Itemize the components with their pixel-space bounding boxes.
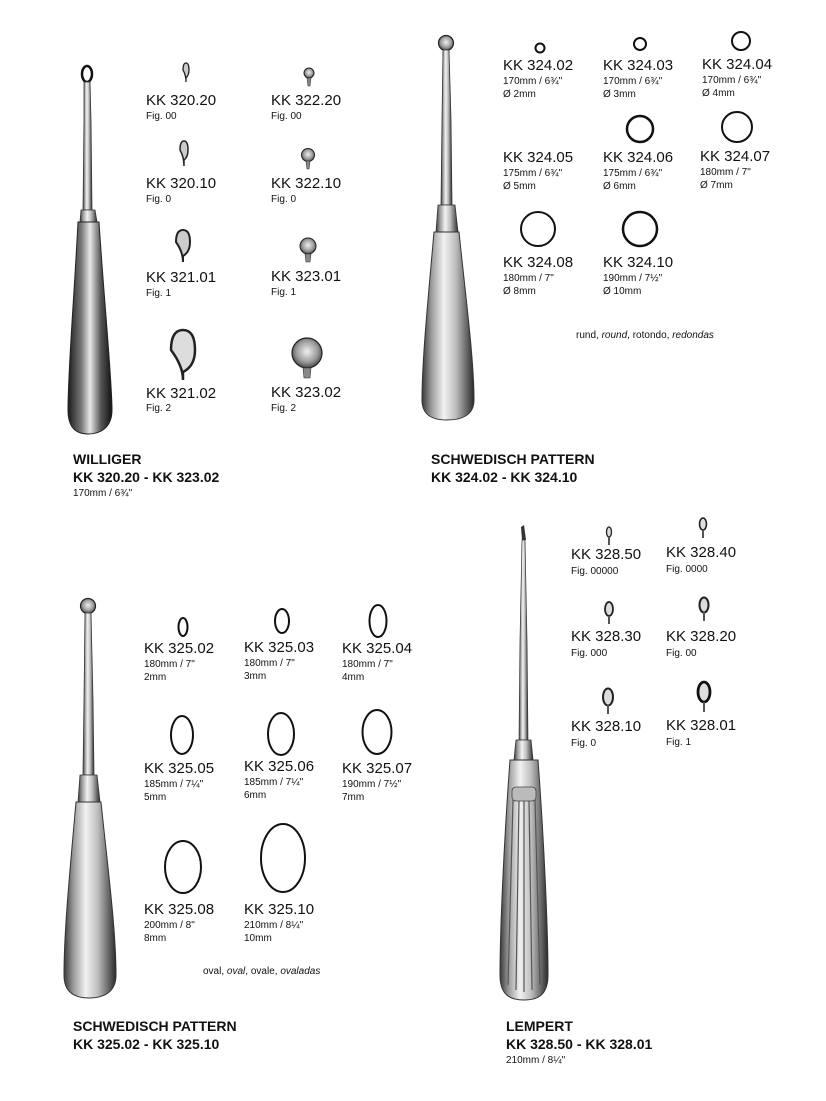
schwedisch-oval-instrument-illustration [64, 599, 116, 999]
product-size: 2mm [144, 672, 167, 683]
product-length: 180mm / 7" [144, 659, 195, 670]
shape-note: oval, oval, ovale, ovaladas [203, 966, 321, 977]
product-length: 190mm / 7½" [603, 273, 663, 284]
product-code: KK 328.20 [666, 628, 737, 645]
product-length: 185mm / 7¼" [244, 777, 304, 788]
product-length: 180mm / 7" [700, 167, 751, 178]
shape-note: rund, round, rotondo, redondas [576, 330, 714, 341]
product-code: KK 320.10 [146, 175, 217, 192]
product-length: 170mm / 6¾" [603, 76, 663, 87]
product-fig: Fig. 2 [146, 403, 172, 414]
product-size: 6mm [244, 790, 267, 801]
product-fig: Fig. 00000 [571, 566, 619, 577]
product-length: 170mm / 6¾" [702, 75, 762, 86]
section-title: WILLIGER [73, 451, 142, 467]
product-fig: Fig. 2 [271, 403, 297, 414]
section-title: SCHWEDISCH PATTERN [73, 1018, 237, 1034]
product-code: KK 328.01 [666, 717, 737, 734]
product-fig: Fig. 0 [271, 194, 297, 205]
product-code: KK 324.07 [700, 148, 771, 165]
product-size: 7mm [342, 792, 365, 803]
product-code: KK 324.05 [503, 149, 574, 166]
product-code: KK 323.01 [271, 268, 342, 285]
product-fig: Fig. 000 [571, 648, 608, 659]
product-length: 190mm / 7½" [342, 779, 402, 790]
product-fig: Fig. 0 [571, 738, 597, 749]
product-size: 8mm [144, 933, 167, 944]
product-code: KK 322.10 [271, 175, 342, 192]
product-code: KK 325.10 [244, 901, 315, 918]
product-fig: Fig. 0000 [666, 564, 708, 575]
product-code: KK 325.08 [144, 901, 215, 918]
product-code: KK 325.03 [244, 639, 315, 656]
product-length: 180mm / 7" [244, 658, 295, 669]
product-fig: Fig. 00 [146, 111, 177, 122]
product-fig: Fig. 1 [666, 737, 692, 748]
section-title: LEMPERT [506, 1018, 573, 1034]
product-code: KK 325.05 [144, 760, 215, 777]
product-code: KK 321.01 [146, 269, 217, 286]
product-code: KK 323.02 [271, 384, 342, 401]
product-code: KK 325.07 [342, 760, 413, 777]
product-code: KK 324.10 [603, 254, 674, 271]
product-diameter: Ø 3mm [603, 89, 636, 100]
product-length: 210mm / 8¼" [244, 920, 304, 931]
product-code: KK 324.03 [603, 57, 674, 74]
section-range: KK 325.02 - KK 325.10 [73, 1036, 220, 1052]
product-code: KK 321.02 [146, 385, 217, 402]
product-length: 180mm / 7" [342, 659, 393, 670]
product-code: KK 325.04 [342, 640, 413, 657]
lempert-instrument-illustration [500, 525, 548, 1000]
section-title: SCHWEDISCH PATTERN [431, 451, 595, 467]
product-fig: Fig. 00 [271, 111, 302, 122]
product-length: 180mm / 7" [503, 273, 554, 284]
product-code: KK 324.04 [702, 56, 773, 73]
product-fig: Fig. 0 [146, 194, 172, 205]
product-diameter: Ø 2mm [503, 89, 536, 100]
product-length: 170mm / 6¾" [503, 76, 563, 87]
product-length: 185mm / 7¼" [144, 779, 204, 790]
section-length: 170mm / 6¾" [73, 488, 133, 499]
product-code: KK 325.02 [144, 640, 215, 657]
williger-instrument-illustration [68, 66, 112, 434]
product-code: KK 324.02 [503, 57, 574, 74]
product-diameter: Ø 8mm [503, 286, 536, 297]
product-length: 175mm / 6¾" [503, 168, 563, 179]
section-range: KK 328.50 - KK 328.01 [506, 1036, 653, 1052]
product-diameter: Ø 5mm [503, 181, 536, 192]
product-code: KK 322.20 [271, 92, 342, 109]
product-size: 4mm [342, 672, 365, 683]
product-fig: Fig. 00 [666, 648, 697, 659]
product-code: KK 328.40 [666, 544, 737, 561]
product-length: 200mm / 8" [144, 920, 195, 931]
product-code: KK 324.08 [503, 254, 574, 271]
product-diameter: Ø 7mm [700, 180, 733, 191]
product-size: 10mm [244, 933, 272, 944]
schwedisch-round-instrument-illustration [422, 36, 474, 421]
product-diameter: Ø 10mm [603, 286, 642, 297]
product-code: KK 328.50 [571, 546, 642, 563]
product-fig: Fig. 1 [271, 287, 297, 298]
product-fig: Fig. 1 [146, 288, 172, 299]
product-code: KK 325.06 [244, 758, 315, 775]
section-length: 210mm / 8¼" [506, 1055, 566, 1066]
product-diameter: Ø 4mm [702, 88, 735, 99]
product-code: KK 324.06 [603, 149, 674, 166]
product-code: KK 320.20 [146, 92, 217, 109]
product-length: 175mm / 6¾" [603, 168, 663, 179]
product-code: KK 328.10 [571, 718, 642, 735]
section-range: KK 324.02 - KK 324.10 [431, 469, 578, 485]
product-code: KK 328.30 [571, 628, 642, 645]
section-range: KK 320.20 - KK 323.02 [73, 469, 220, 485]
product-diameter: Ø 6mm [603, 181, 636, 192]
product-size: 3mm [244, 671, 267, 682]
product-size: 5mm [144, 792, 167, 803]
